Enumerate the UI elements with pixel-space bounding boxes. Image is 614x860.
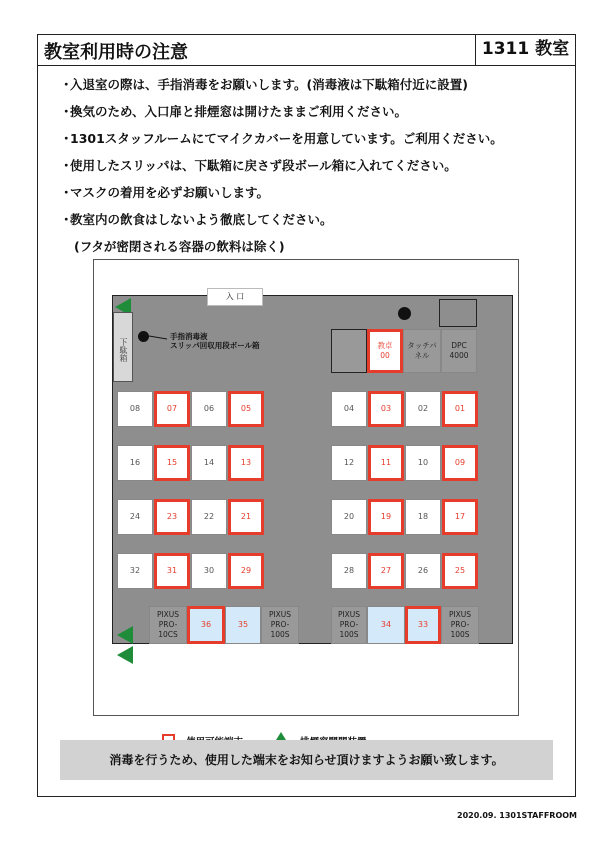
terminal-cell[interactable]: 30 [191, 553, 227, 589]
terminal-cell[interactable]: 03 [368, 391, 404, 427]
terminal-cell[interactable]: 35 [225, 606, 261, 644]
notice-item: ・マスクの着用を必ずお願いします。 [60, 185, 270, 200]
terminal-cell[interactable]: 24 [117, 499, 153, 535]
terminal-cell[interactable]: 04 [331, 391, 367, 427]
sanitizer-icon [138, 331, 149, 342]
desk-extension [331, 329, 367, 373]
terminal-cell[interactable]: 29 [228, 553, 264, 589]
printer: PIXUS PRO-100S [441, 606, 479, 644]
terminal-cell[interactable]: 21 [228, 499, 264, 535]
classroom-layout [112, 292, 513, 644]
terminal-cell[interactable]: 10 [405, 445, 441, 481]
notice-item: ・入退室の際は、手指消毒をお願いします。(消毒液は下駄箱付近に設置) [60, 77, 468, 92]
page-title: 教室利用時の注意 [44, 42, 188, 63]
terminal-cell[interactable]: 26 [405, 553, 441, 589]
terminal-cell[interactable]: 07 [154, 391, 190, 427]
printer: PIXUS PRO-100S [331, 606, 367, 644]
terminal-cell[interactable]: 25 [442, 553, 478, 589]
terminal-cell[interactable]: 36 [187, 606, 225, 644]
terminal-cell[interactable]: 28 [331, 553, 367, 589]
terminal-cell[interactable]: 02 [405, 391, 441, 427]
terminal-cell[interactable]: 08 [117, 391, 153, 427]
notice-item: ・換気のため、入口扉と排煙窓は開けたままご利用ください。 [60, 104, 408, 119]
circulator-icon [398, 307, 411, 320]
terminal-cell[interactable]: 33 [405, 606, 441, 644]
request-banner: 消毒を行うため、使用した端末をお知らせ頂けますようお願い致します。 [60, 740, 553, 780]
terminal-cell[interactable]: 18 [405, 499, 441, 535]
terminal-cell[interactable]: 06 [191, 391, 227, 427]
notice-item: ・使用したスリッパは、下駄箱に戻さず段ボール箱に入れてください。 [60, 158, 457, 173]
terminal-cell[interactable]: 20 [331, 499, 367, 535]
notice-item: ・1301スタッフルームにてマイクカバーを用意しています。ご利用ください。 [60, 131, 503, 146]
terminal-cell[interactable]: 31 [154, 553, 190, 589]
printer: PIXUS PRO-10CS [149, 606, 187, 644]
terminal-cell[interactable]: 13 [228, 445, 264, 481]
notice-list [60, 77, 503, 266]
notice-sheet [37, 34, 576, 797]
terminal-cell[interactable]: 01 [442, 391, 478, 427]
equipment-box [439, 299, 477, 327]
terminal-cell[interactable]: 19 [368, 499, 404, 535]
terminal-cell[interactable]: 12 [331, 445, 367, 481]
terminal-cell[interactable]: 22 [191, 499, 227, 535]
window-device-icon [117, 626, 133, 644]
sanitizer-label: 手指消毒液 [170, 332, 208, 341]
terminal-cell[interactable]: 34 [367, 606, 405, 644]
terminal-cell[interactable]: 27 [368, 553, 404, 589]
terminal-cell[interactable]: 32 [117, 553, 153, 589]
entrance: 入 口 [207, 288, 263, 306]
terminal-cell[interactable]: 16 [117, 445, 153, 481]
shoebox: 下駄箱 [113, 312, 133, 382]
terminal-cell[interactable]: 11 [368, 445, 404, 481]
header [38, 35, 575, 66]
teacher-desk[interactable]: 教卓 00 [367, 329, 403, 373]
floor-plan [93, 259, 519, 716]
slipper-box-label: スリッパ回収用段ボール箱 [170, 341, 260, 350]
printer: PIXUS PRO-100S [261, 606, 299, 644]
footer: 2020.09. 1301STAFFROOM [457, 811, 577, 820]
terminal-cell[interactable]: 17 [442, 499, 478, 535]
notice-item: ・教室内の飲食はしないよう徹底してください。 [60, 212, 333, 227]
dpc-unit: DPC 4000 [441, 329, 477, 373]
window-device-icon [117, 646, 133, 664]
touch-panel: タッチパネル [403, 329, 441, 373]
room-number: 1311 教室 [475, 35, 575, 65]
terminal-cell[interactable]: 05 [228, 391, 264, 427]
terminal-cell[interactable]: 15 [154, 445, 190, 481]
sanitizer-pointer [149, 334, 167, 342]
notice-subnote: (フタが密閉される容器の飲料は除く) [74, 239, 285, 254]
terminal-cell[interactable]: 09 [442, 445, 478, 481]
terminal-cell[interactable]: 23 [154, 499, 190, 535]
terminal-cell[interactable]: 14 [191, 445, 227, 481]
